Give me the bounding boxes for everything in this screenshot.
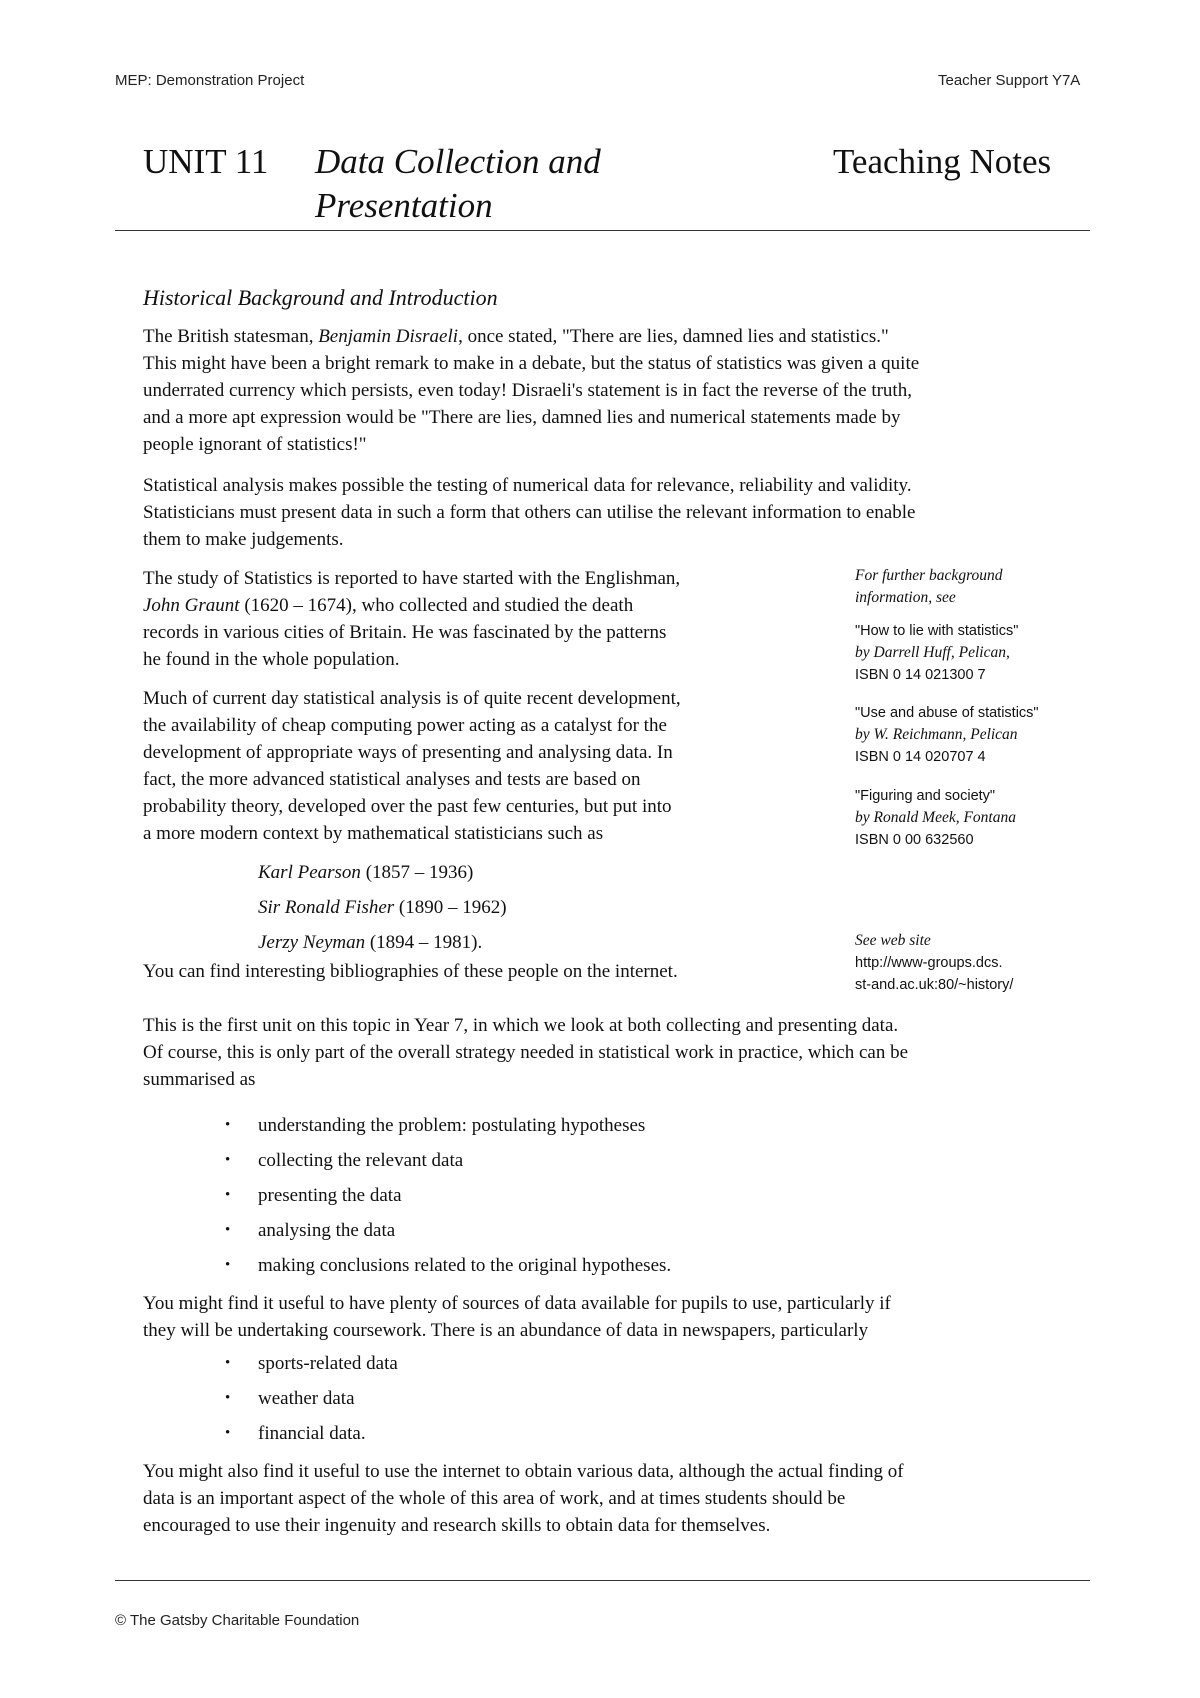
sidebar-book: "Figuring and society" by Ronald Meek, Fontana ISBN 0 00 632560: [855, 788, 1016, 848]
bullet-icon: •: [225, 1390, 231, 1406]
header-right: Teacher Support Y7A: [938, 72, 1081, 89]
sidebar-web-site: See web site http://www-groups.dcs. st-and.ac.uk:80/~history/: [855, 930, 1013, 996]
statistician-item: Jerzy Neyman (1894 – 1981).: [258, 932, 483, 953]
unit-topic-line1: Data Collection and: [315, 142, 601, 181]
paragraph-internet-data: You might also find it useful to use the internet to obtain various data, although the actual finding of data is an important aspect of the whole of this area of work, and at times students should be encouraged to use their ingenuity and research skills to obtain data for themselves.: [143, 1461, 904, 1536]
sidebar-further-reading: For further background information, see: [855, 567, 1003, 606]
bullet-icon: •: [225, 1355, 231, 1371]
unit-number: UNIT 11: [143, 142, 269, 181]
paragraph-modern-analysis: Much of current day statistical analysis is of quite recent development, the availability of cheap computing power acting as a catalyst for the development of appropriate ways of presenting and analysing data. In fact, the more advanced statistical analyses and tests are based on probability theory, developed over the past few centuries, but put into a more modern context by mathematical statisticians such as: [143, 688, 681, 844]
sidebar-book: "How to lie with statistics" by Darrell Huff, Pelican, ISBN 0 14 021300 7: [855, 623, 1019, 683]
section-heading: Historical Background and Introduction: [143, 285, 498, 310]
bullet-icon: •: [225, 1222, 231, 1238]
bullet-icon: •: [225, 1187, 231, 1203]
unit-topic-line2: Presentation: [315, 186, 493, 225]
footer-divider: [115, 1580, 1090, 1581]
statisticians-list: [258, 855, 507, 960]
header-left: MEP: Demonstration Project: [115, 72, 305, 89]
bullet-icon: •: [225, 1257, 231, 1273]
statistician-item: Karl Pearson (1857 – 1936): [258, 862, 474, 883]
paragraph-data-sources: You might find it useful to have plenty of sources of data available for pupils to use, particularly if they will be undertaking coursework. There is an abundance of data in newspapers, particularly: [143, 1293, 891, 1341]
name-graunt: John Graunt: [143, 595, 240, 616]
teaching-notes-label: Teaching Notes: [833, 142, 1052, 181]
statistician-item: Sir Ronald Fisher (1890 – 1962): [258, 897, 507, 918]
paragraph-graunt: The study of Statistics is reported to have started with the Englishman, John Graunt (1620 – 1674), who collected and studied the death records in various cities of Britain. He was fascinated by the patterns he found in the whole population.: [143, 568, 681, 670]
web-site-link[interactable]: st-and.ac.uk:80/~history/: [855, 977, 1014, 993]
paragraph-statistical-analysis: Statistical analysis makes possible the testing of numerical data for relevance, reliability and validity. Statisticians must present data in such a form that others can utilise the relevant information to enable them to make judgements.: [143, 475, 916, 550]
bullet-icon: •: [225, 1152, 231, 1168]
web-site-link[interactable]: http://www-groups.dcs.: [855, 955, 1003, 971]
paragraph-disraeli: The British statesman, Benjamin Disraeli, once stated, "There are lies, damned lies and statistics." This might have been a bright remark to make in a debate, but the status of statistics was given a quite underrated currency which persists, even today! Disraeli's statement is in fact the reverse of the truth, and a more apt expression would be "There are lies, damned lies and numerical statements made by people ignorant of statistics!": [143, 326, 920, 455]
sidebar-book: "Use and abuse of statistics" by W. Reichmann, Pelican ISBN 0 14 020707 4: [855, 705, 1039, 765]
bullet-icon: •: [225, 1425, 231, 1441]
title-divider: [115, 230, 1090, 231]
footer-copyright: © The Gatsby Charitable Foundation: [115, 1612, 360, 1629]
paragraph-bibliographies: You can find interesting bibliographies of these people on the internet.: [143, 961, 678, 982]
name-disraeli: Benjamin Disraeli: [318, 326, 459, 347]
bullet-icon: •: [225, 1117, 231, 1133]
paragraph-first-unit: This is the first unit on this topic in Year 7, in which we look at both collecting and presenting data. Of course, this is only part of the overall strategy needed in statistical work in practice, which can be summarised as: [143, 1015, 909, 1090]
